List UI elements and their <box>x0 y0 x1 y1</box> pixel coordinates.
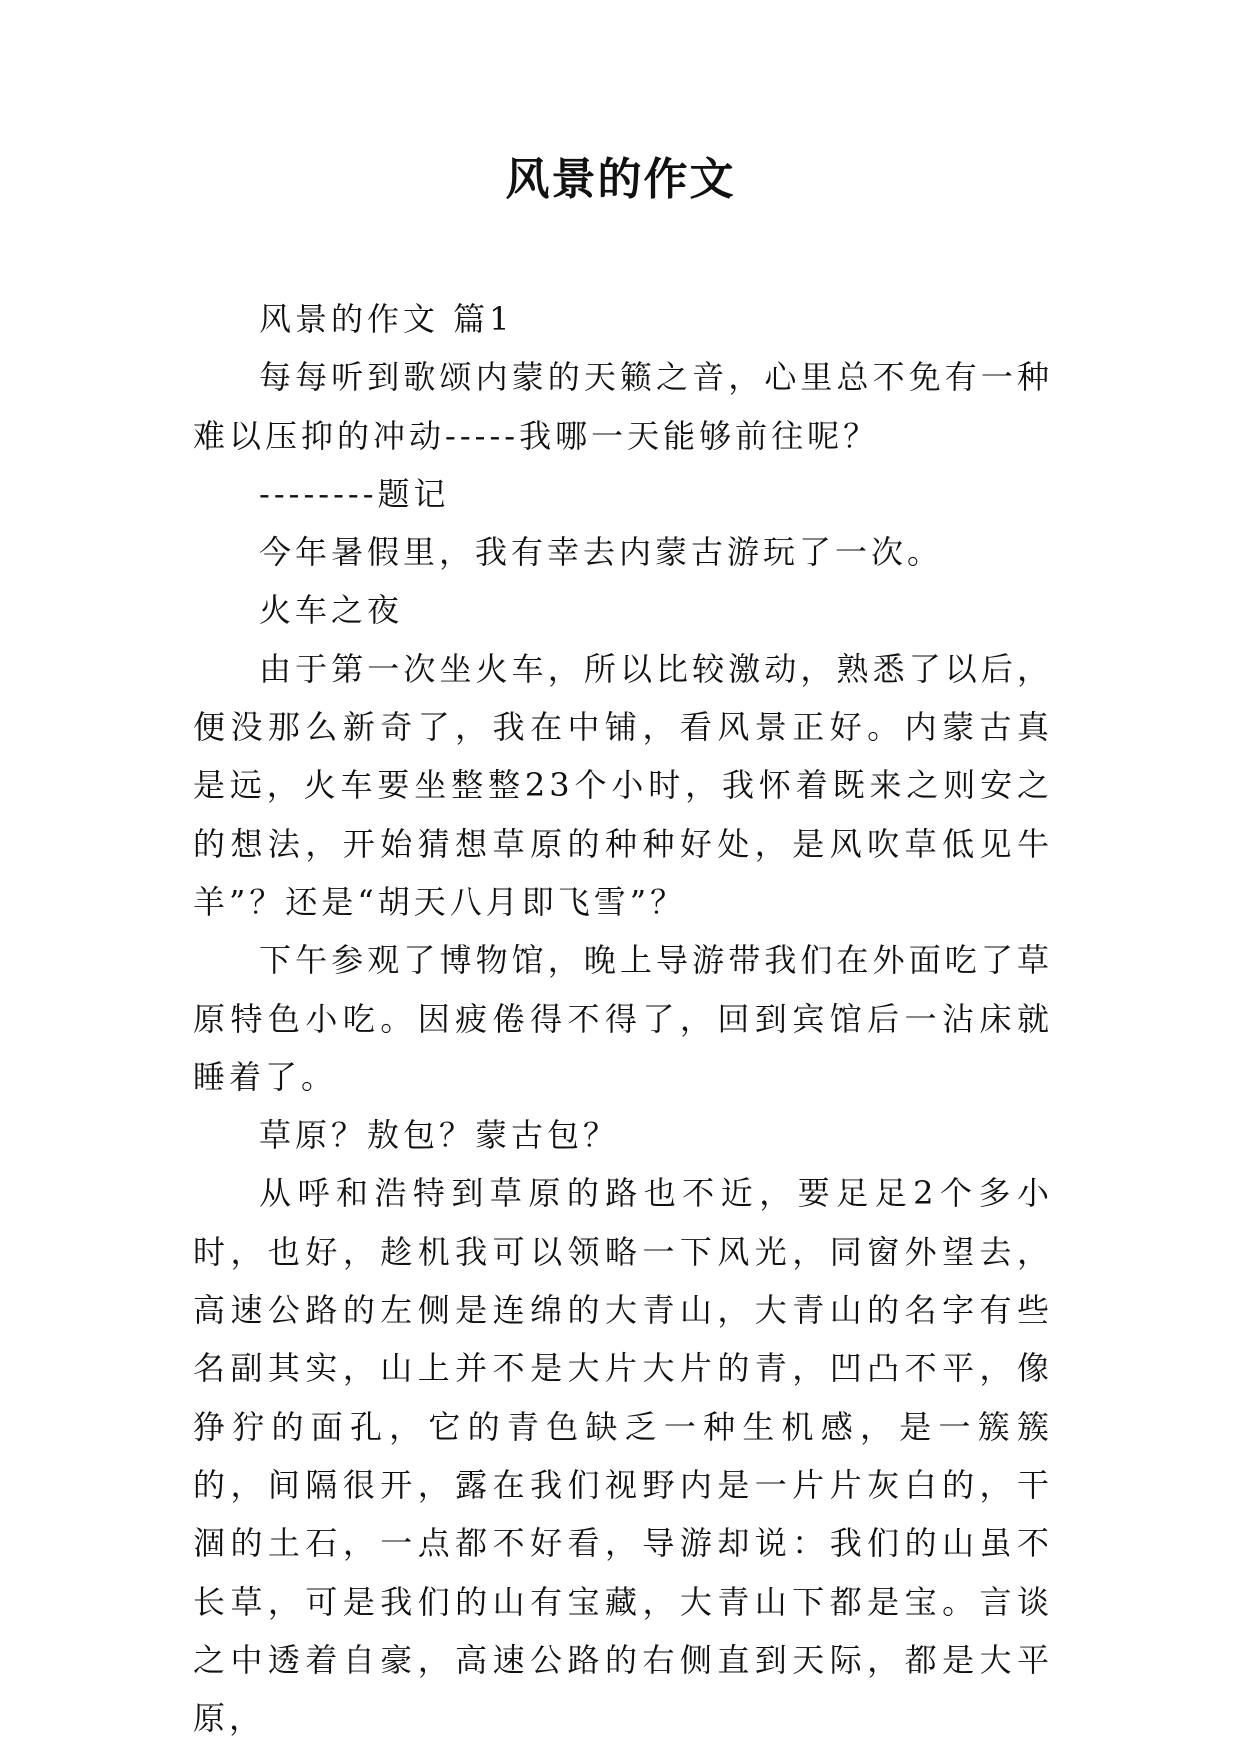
section-heading: 草原？敖包？蒙古包？ <box>259 1116 620 1155</box>
epigraph-signature: --------题记 <box>259 474 450 513</box>
body-paragraph: 从呼和浩特到草原的路也不近，要足足2个多小时，也好，趁机我可以领略一下风光，同窗外望去，高速公路的左侧是连绵的大青山，大青山的名字有些名副其实，山上并不是大片大片的青，凹凸不平，像狰狞的面孔，它的青色缺乏一种生机感，是一簇簇的，间隔很开，露在我们视野内是一片片灰白的，干涸的土石，一点都不好看，导游却说：我们的山虽不长草，可是我们的山有宝藏，大青山下都是宝。言谈之中透着自豪，高速公路的右侧直到天际，都是大平原， <box>193 1174 1053 1738</box>
body-paragraph: 每每听到歌颂内蒙的天籁之音，心里总不免有一种难以压抑的冲动-----我哪一天能够前往呢？ <box>193 358 1053 455</box>
section-heading: 火车之夜 <box>259 591 404 630</box>
body-paragraph: 今年暑假里，我有幸去内蒙古游玩了一次。 <box>259 533 944 572</box>
document-title: 风景的作文 <box>505 154 736 205</box>
heading-paragraph: 风景的作文 篇1 <box>259 300 514 338</box>
body-paragraph: 由于第一次坐火车，所以比较激动，熟悉了以后，便没那么新奇了，我在中铺，看风景正好。内蒙古真是远，火车要坐整整23个小时，我怀着既来之则安之的想法，开始猜想草原的种种好处，是风吹草低见牛羊”？还是“胡天八月即飞雪”？ <box>193 649 1053 921</box>
body-paragraph: 下午参观了博物馆，晚上导游带我们在外面吃了草原特色小吃。因疲倦得不得了，回到宾馆后一沾床就睡着了。 <box>193 941 1053 1096</box>
document-body <box>193 290 1053 1747</box>
